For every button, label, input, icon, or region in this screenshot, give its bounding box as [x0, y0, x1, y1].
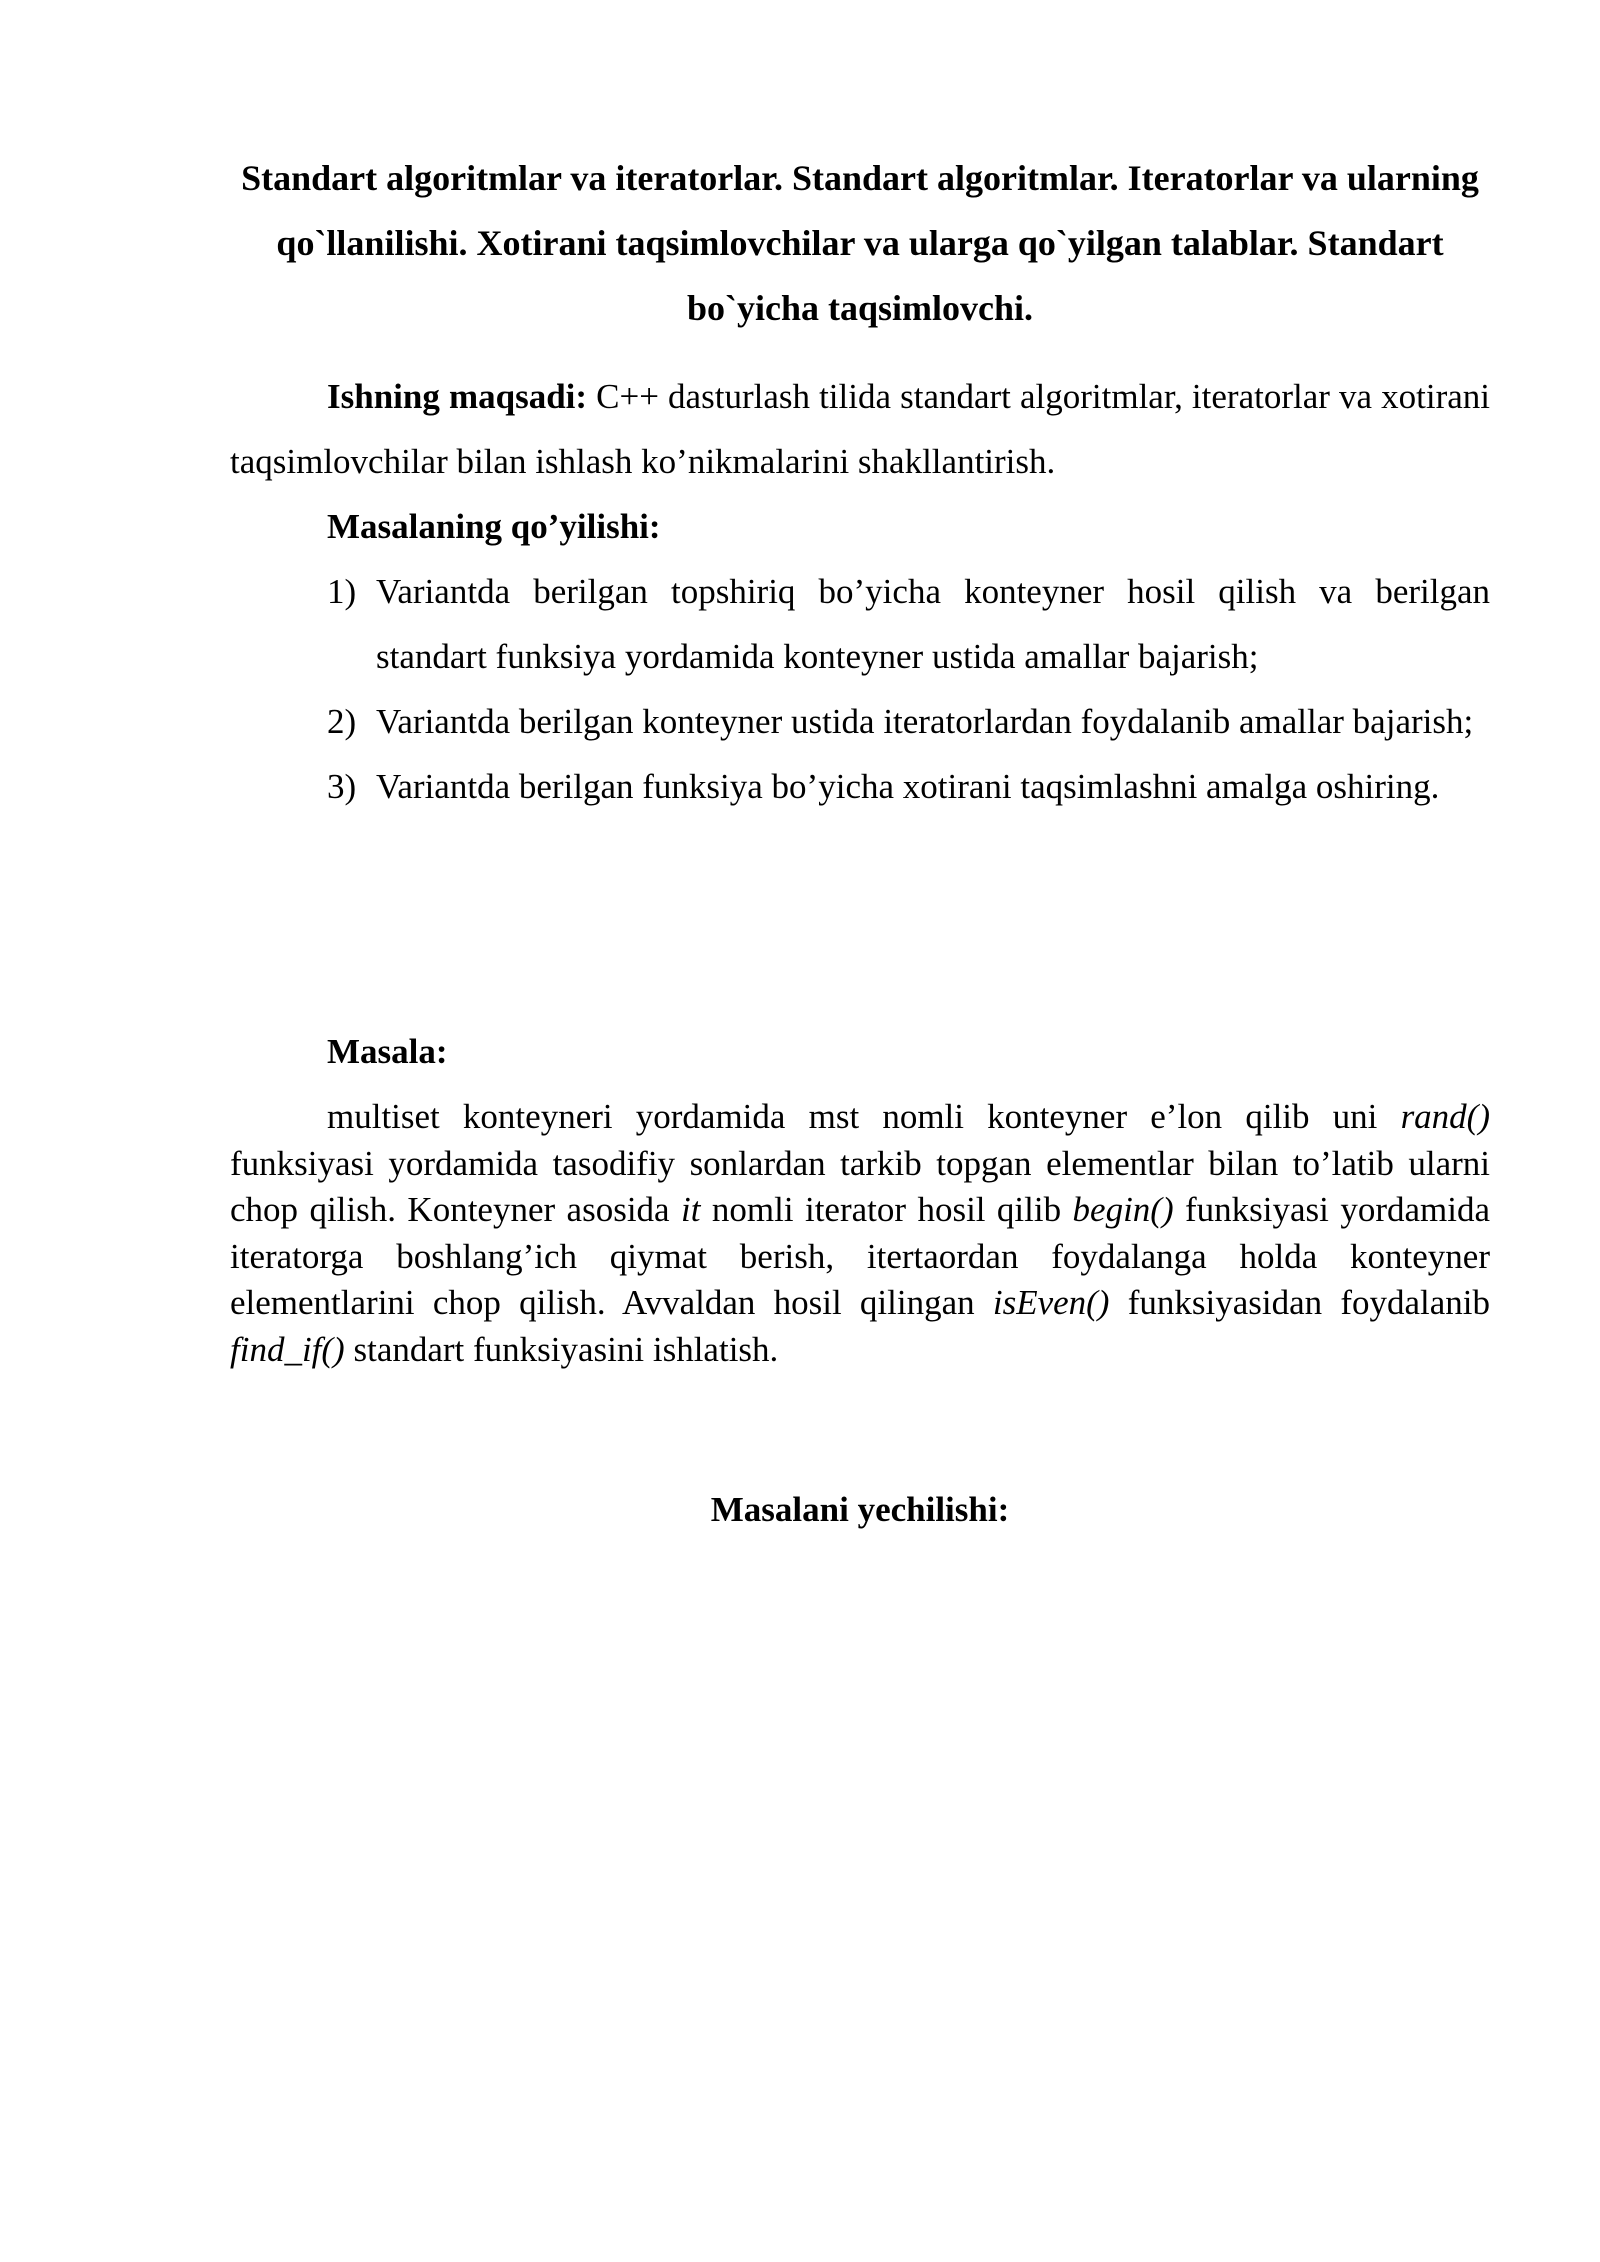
problem-text-5: funksiyasidan foydalanib [1109, 1283, 1490, 1322]
list-item-number: 3) [327, 767, 357, 806]
list-item [327, 559, 1490, 689]
document-title: Standart algoritmlar va iteratorlar. Standart algoritmlar. Iteratorlar va ularning qo`llanilishi. Xotirani taqsimlovchilar va ularga qo`yilgan talablar. Standart bo`yicha taqsimlovchi. [241, 158, 1479, 328]
goal-paragraph [230, 364, 1490, 494]
tasks-heading: Masalaning qo’yilishi: [327, 507, 661, 546]
problem-text-4: funksiyasi yordamida iteratorga boshlang’ich qiymat berish, itertaordan foydalanga holda konteyner elementlarini chop qilish. Avvaldan hosil qilingan [230, 1190, 1490, 1322]
problem-text-3: nomli iterator hosil qilib [700, 1190, 1073, 1229]
list-item-text: Variantda berilgan funksiya bo’yicha xotirani taqsimlashni amalga oshiring. [376, 767, 1440, 806]
goal-text: C++ dasturlash tilida standart algoritmlar, iteratorlar va xotirani taqsimlovchilar bilan ishlash ko’nikmalarini shakllantirish. [230, 377, 1490, 481]
list-item-text: Variantda berilgan konteyner ustida iteratorlardan foydalanib amallar bajarish; [376, 702, 1474, 741]
list-item [327, 689, 1490, 754]
problem-paragraph [230, 1094, 1490, 1373]
solution-heading: Masalani yechilishi: [710, 1490, 1010, 1529]
problem-text-6: standart funksiyasini ishlatish. [344, 1329, 779, 1369]
problem-heading: Masala: [327, 1032, 448, 1071]
code-it: it [681, 1190, 701, 1229]
problem-text-2: funksiyasi yordamida tasodifiy sonlardan tarkib topgan elementlar bilan to’latib ularni chop qilish. Konteyner asosida [230, 1143, 1490, 1229]
list-item-number: 1) [327, 572, 357, 611]
code-iseven: isEven() [992, 1283, 1110, 1322]
list-item [327, 754, 1490, 819]
list-item-number: 2) [327, 702, 357, 741]
code-rand: rand() [1400, 1097, 1490, 1136]
list-item-text: Variantda berilgan topshiriq bo’yicha konteyner hosil qilish va berilgan standart funksiya yordamida konteyner ustida amallar bajarish; [376, 572, 1490, 676]
task-list [327, 559, 1490, 819]
code-begin: begin() [1072, 1190, 1174, 1229]
goal-label: Ishning maqsadi: [327, 377, 588, 416]
problem-text-1: multiset konteyneri yordamida mst nomli konteyner e’lon qilib uni [327, 1097, 1401, 1136]
code-find-if: find_if() [230, 1329, 345, 1369]
